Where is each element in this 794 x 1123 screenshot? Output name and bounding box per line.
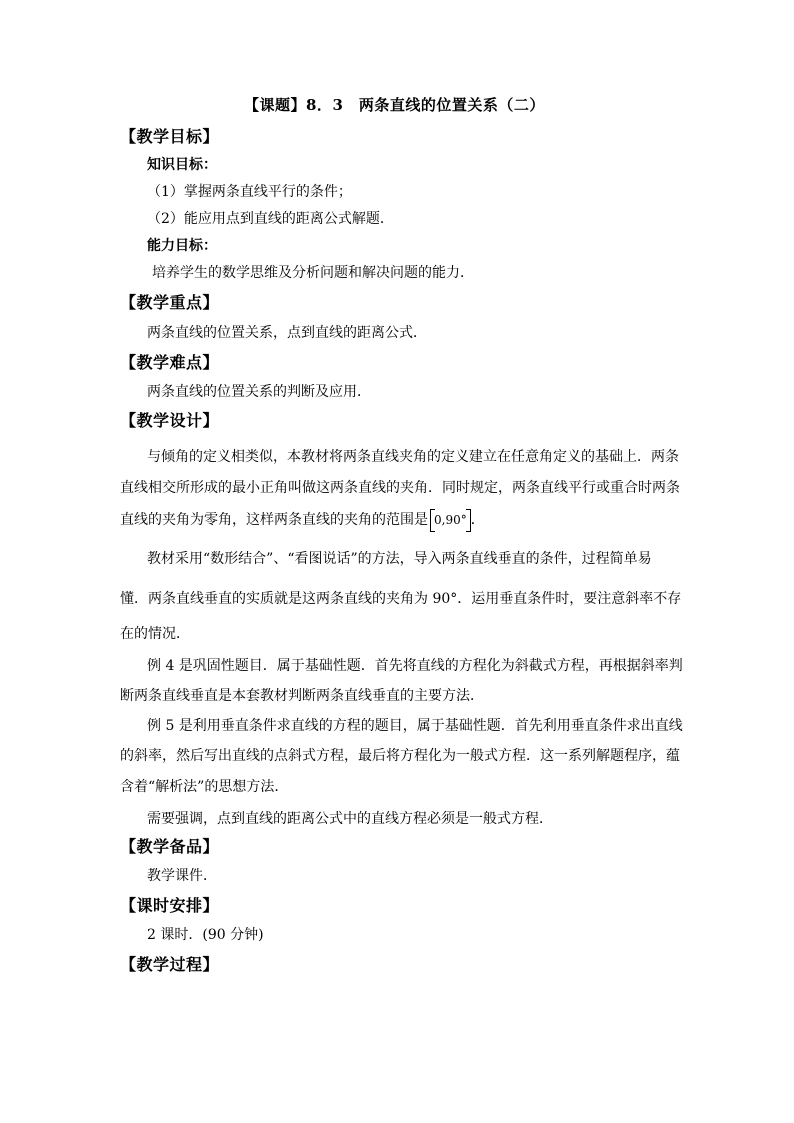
- design-para4-line3: 含着“解析法”的思想方法．: [120, 779, 289, 795]
- angle-range-value: 0,90°: [434, 513, 467, 527]
- design-para1-line2: 直线相交所形成的最小正角叫做这两条直线的夹角．同时规定，两条直线平行或重合时两条: [120, 480, 680, 496]
- design-para3-line1: 例 4 是巩固性题目．属于基础性题．首先将直线的方程化为斜截式方程，再根据斜率判: [147, 658, 683, 674]
- design-para2-line2: 懂．两条直线垂直的实质就是这两条直线的夹角为 90°．运用垂直条件时，要注意斜率不存: [120, 591, 682, 607]
- schedule-text: 2 课时．(90 分钟): [147, 927, 264, 943]
- design-para5: 需要强调，点到直线的距离公式中的直线方程必须是一般式方程．: [147, 811, 553, 827]
- design-para3-line2: 断两条直线垂直是本套教材判断两条直线垂直的主要方法．: [120, 688, 484, 704]
- knowledge-item-1: （1）掌握两条直线平行的条件；: [147, 184, 352, 200]
- knowledge-objectives-label: 知识目标：: [147, 157, 217, 173]
- difficulties-text: 两条直线的位置关系的判断及应用．: [147, 384, 371, 400]
- key-points-heading: 【教学重点】: [120, 293, 220, 312]
- process-heading: 【教学过程】: [120, 955, 220, 974]
- design-heading: 【教学设计】: [120, 411, 220, 430]
- difficulties-heading: 【教学难点】: [120, 353, 220, 372]
- design-para1-line3-text: 直线的夹角为零角，这样两条直线的夹角的范围是: [120, 512, 428, 528]
- knowledge-item-2: （2）能应用点到直线的距离公式解题．: [147, 211, 394, 227]
- materials-heading: 【教学备品】: [120, 837, 220, 856]
- design-para4-line2: 的斜率，然后写出直线的点斜式方程，最后将方程化为一般式方程．这一系列解题程序，蕴: [120, 748, 680, 764]
- materials-text: 教学课件．: [147, 868, 217, 884]
- key-points-text: 两条直线的位置关系，点到直线的距离公式．: [147, 325, 427, 341]
- design-para4-line1: 例 5 是利用垂直条件求直线的方程的题目，属于基础性题．首先利用垂直条件求出直线: [147, 718, 683, 734]
- design-para2-line3: 在的情况．: [120, 626, 190, 642]
- objectives-heading: 【教学目标】: [120, 127, 220, 146]
- angle-range-bracket: [430, 512, 471, 529]
- design-para1-line3: [120, 512, 485, 529]
- design-para2-line1: 教材采用“数形结合”、“看图说话”的方法，导入两条直线垂直的条件，过程简单易: [147, 551, 652, 567]
- design-para1-end: ．: [470, 512, 485, 528]
- ability-objectives-label: 能力目标：: [147, 238, 217, 254]
- ability-objectives-text: 培养学生的数学思维及分析问题和解决问题的能力．: [152, 265, 474, 281]
- schedule-heading: 【课时安排】: [120, 896, 220, 915]
- design-para1-line1: 与倾角的定义相类似，本教材将两条直线夹角的定义建立在任意角定义的基础上．两条: [147, 449, 679, 465]
- lesson-title: 【课题】8．3 两条直线的位置关系（二）: [244, 96, 545, 114]
